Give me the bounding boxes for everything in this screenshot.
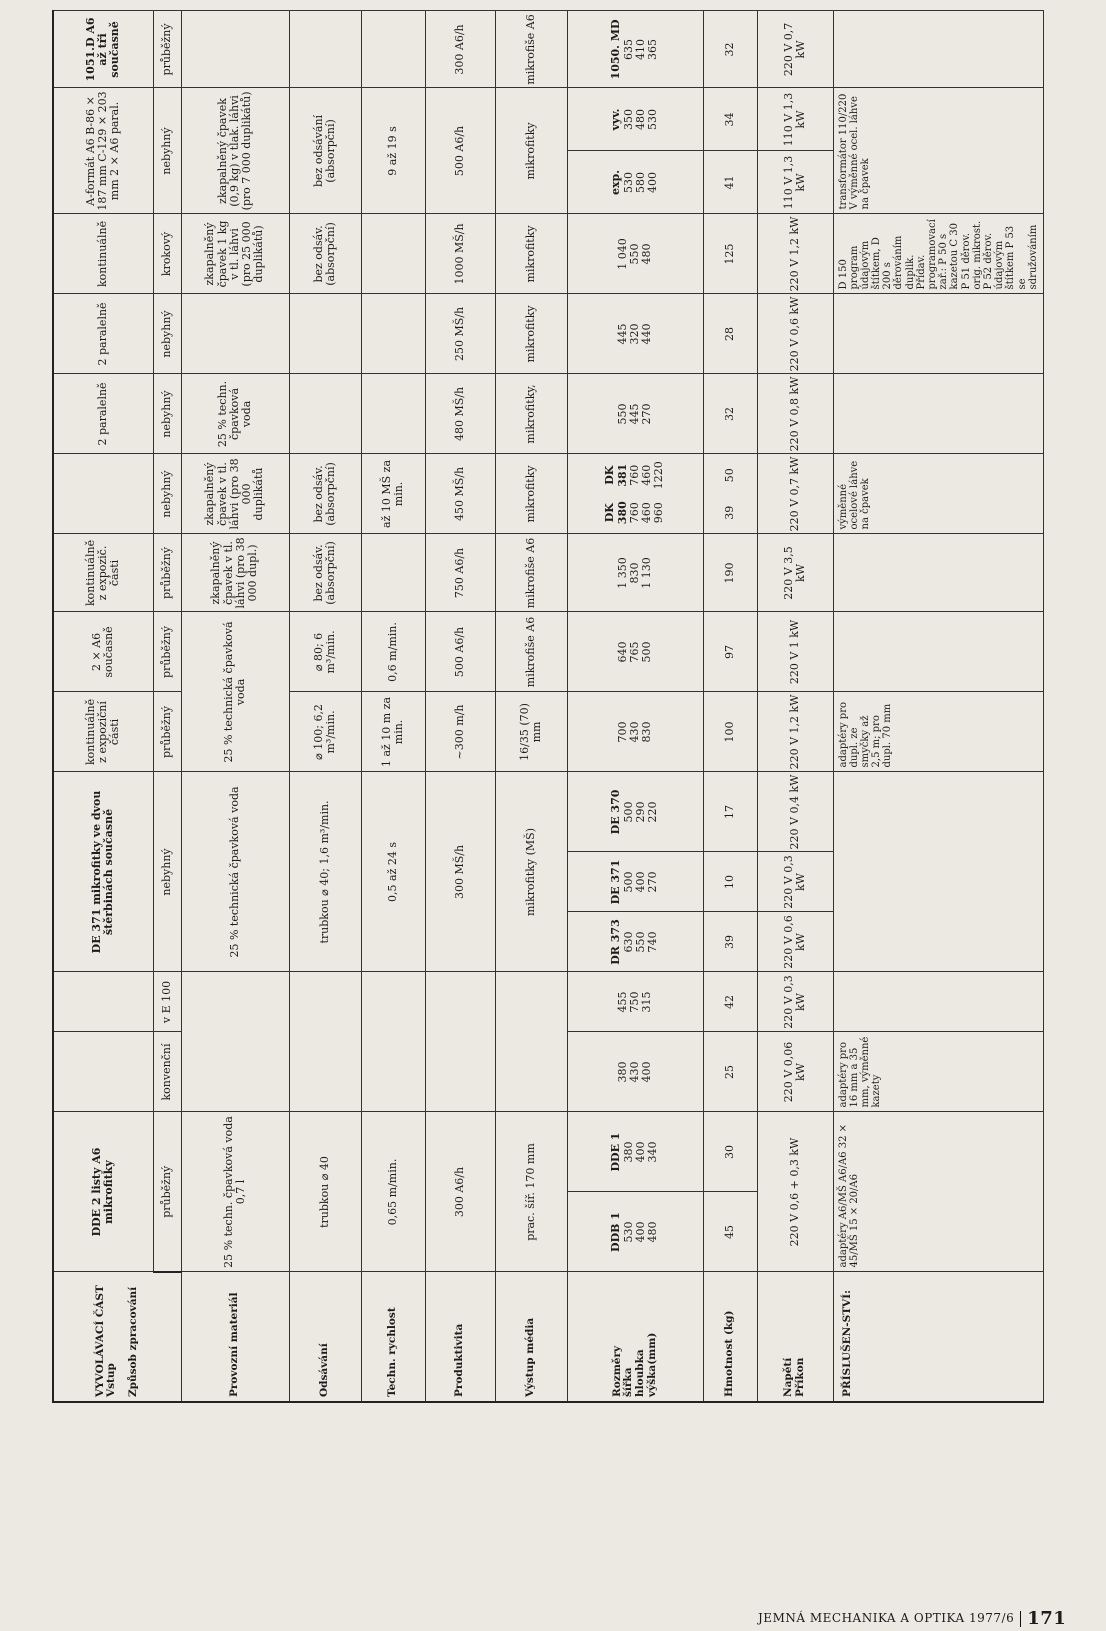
c8-dima-name: DK 380	[603, 501, 629, 525]
c13-prislusenstvi	[833, 11, 1043, 88]
c3-prislusenstvi	[833, 972, 1043, 1032]
c1-dim-a	[567, 1192, 703, 1272]
c3-vstup	[53, 972, 153, 1032]
c6-hmotnost: 97	[703, 612, 757, 692]
c2-prislusenstvi: adaptéry pro 16 mm a 35 mm, výměnné kazety	[833, 1032, 1043, 1112]
c1-vstup: DDE 2 listy A6 mikrofitky	[53, 1112, 153, 1272]
c10-dims: 445 320 440	[567, 294, 703, 374]
row-hmotnost	[703, 11, 757, 1402]
c12-produktivita: 500 A6/h	[425, 88, 495, 214]
c6-dims: 640 765 500	[567, 612, 703, 692]
label-rozmery	[567, 1272, 703, 1402]
page-footer	[758, 1608, 1066, 1629]
c4-zpusob: nebyhný	[153, 772, 181, 972]
c12-odsavani: bez odsávání (absorpční)	[289, 88, 361, 214]
c8-dim-b	[604, 456, 666, 494]
c6-prislusenstvi	[833, 612, 1043, 692]
c4-hmot-b: 10	[703, 852, 757, 912]
c2-vstup	[53, 1032, 153, 1112]
c13-material	[181, 11, 289, 88]
c1-hmot-a: 45	[703, 1192, 757, 1272]
row-material	[181, 11, 289, 1402]
c9-prislusenstvi	[833, 374, 1043, 454]
c1-vystup: prac. šíř. 170 mm	[495, 1112, 567, 1272]
c3-napeti: 220 V 0,3 kW	[757, 972, 833, 1032]
c4-produktivita: 300 MŠ/h	[425, 772, 495, 972]
c3-zpusob: v E 100	[153, 972, 181, 1032]
c2-napeti: 220 V 0,06 kW	[757, 1032, 833, 1112]
c7-produktivita: 750 A6/h	[425, 534, 495, 612]
c13-produktivita: 300 A6/h	[425, 11, 495, 88]
c1-napeti: 220 V 0,6 + 0,3 kW	[757, 1112, 833, 1272]
c4-dimb-name: DE 371	[609, 859, 623, 905]
footer-divider	[1020, 1611, 1021, 1627]
c13-dima-name: 1050. MD	[609, 19, 623, 80]
row-rozmery	[567, 11, 703, 1402]
c8-rychlost: až 10 MŠ za min.	[361, 454, 425, 534]
c12-vstup: A-formát A6 B-86 × 187 mm C-129 × 203 mm 2 × A6 paral.	[53, 88, 153, 214]
label-rychlost: Techn. rychlost	[361, 1272, 425, 1402]
page-number: 171	[1027, 1608, 1067, 1629]
c13-vstup: 1051.D A6 až tři současně	[53, 11, 153, 88]
c6-vystup: mikrofiše A6	[495, 612, 567, 692]
c11-napeti: 220 V 1,2 kW	[757, 214, 833, 294]
label-rozmery3: hloubka	[634, 1349, 646, 1397]
c10-prislusenstvi	[833, 294, 1043, 374]
c11-vystup: mikrofitky	[495, 214, 567, 294]
c8-hmot-b: 50	[722, 468, 736, 483]
c7-dims: 1 350 830 1 130	[567, 534, 703, 612]
c5-hmotnost: 100	[703, 692, 757, 772]
c7-rychlost	[361, 534, 425, 612]
c4-hmot-a: 39	[703, 912, 757, 972]
c8-hmot-a: 39	[722, 505, 736, 520]
label-vystup: Výstup média	[495, 1272, 567, 1402]
c4-dima-vals: 630 550 740	[621, 931, 660, 953]
c5-produktivita: ~300 m/h	[425, 692, 495, 772]
label-head1: VYVOLÁVACÍ ČÁST	[93, 1285, 106, 1397]
c1-dim-b	[567, 1112, 703, 1192]
c10-hmotnost: 28	[703, 294, 757, 374]
c4-odsavani: trubkou ⌀ 40; 1,6 m³/min.	[289, 772, 361, 972]
c7-napeti: 220 V 3,5 kW	[757, 534, 833, 612]
c12-dima-name: exp.	[609, 169, 623, 196]
c10-rychlost	[361, 294, 425, 374]
c4-nap-b: 220 V 0,3 kW	[757, 852, 833, 912]
label-rozmery1: Rozměry	[610, 1345, 623, 1397]
c2-dims: 380 430 400	[567, 1032, 703, 1112]
c12-prislusenstvi: transformátor 110/220 V výměnné ocel. láhve na čpavek	[833, 88, 1043, 214]
c13-napeti: 220 V 0,7 kW	[757, 11, 833, 88]
c9-vystup: mikrofitky,	[495, 374, 567, 454]
c6-odsavani: ⌀ 80; 6 m³/min.	[289, 612, 361, 692]
c6-napeti: 220 V 1 kW	[757, 612, 833, 692]
c12-hmot-a: 41	[703, 151, 757, 214]
c1-hmot-b: 30	[703, 1112, 757, 1192]
c10-vstup: 2 paralelně	[53, 294, 153, 374]
c12-dim-a	[567, 151, 703, 214]
c12-material: zkapalněný čpavek (0,9 kg) v tlak. láhvi (pro 7 000 duplikátů)	[181, 88, 289, 214]
c9-zpusob: nebyhný	[153, 374, 181, 454]
c9-dims: 550 445 270	[567, 374, 703, 454]
c4-dimb-vals: 500 400 270	[621, 871, 660, 893]
c5-dims: 700 430 830	[567, 692, 703, 772]
c1-dima-name: DDB 1	[609, 1212, 623, 1252]
row-vstup	[53, 11, 153, 1402]
c9-rychlost	[361, 374, 425, 454]
c13-odsavani	[289, 11, 361, 88]
c11-zpusob: krokový	[153, 214, 181, 294]
c13-dims: 635 410 365	[621, 38, 660, 60]
c7-material: zkapalněný čpavek v tl. láhvi (pro 38 000 dupl.)	[181, 534, 289, 612]
c7-vstup: kontinuálně z expozič. části	[53, 534, 153, 612]
c10-odsavani	[289, 294, 361, 374]
c2-hmotnost: 25	[703, 1032, 757, 1112]
c4-vystup: mikrofitky (MŠ)	[495, 772, 567, 972]
c6-rychlost: 0,6 m/min.	[361, 612, 425, 692]
label-head	[53, 1272, 181, 1402]
c12-rychlost: 9 až 19 s	[361, 88, 425, 214]
comparison-table	[52, 14, 1039, 1403]
c10-napeti: 220 V 0,6 kW	[757, 294, 833, 374]
c1-material: 25 % techn. čpavková voda 0,7 l	[181, 1112, 289, 1272]
c11-rychlost	[361, 214, 425, 294]
c12-zpusob: nebyhný	[153, 88, 181, 214]
c12-nap-b: 110 V 1,3 kW	[757, 88, 833, 151]
c1-dimb-name: DDE 1	[609, 1132, 623, 1172]
c10-material	[181, 294, 289, 374]
label-material: Provozní materiál	[181, 1272, 289, 1402]
c8-vstup	[53, 454, 153, 534]
c5-vystup: 16/35 (70) mm	[495, 692, 567, 772]
c6-zpusob: průběžný	[153, 612, 181, 692]
c4-hmot-c: 17	[703, 772, 757, 852]
c8-dimb-name: DK 381	[603, 463, 629, 487]
c4-nap-c: 220 V 0,4 kW	[757, 772, 833, 852]
c2-c3-odsavani	[289, 972, 361, 1112]
c2-c3-material	[181, 972, 289, 1112]
c9-odsavani	[289, 374, 361, 454]
c7-vystup: mikrofiše A6	[495, 534, 567, 612]
label-odsavani: Odsávání	[289, 1272, 361, 1402]
c9-material: 25 % techn. čpavková voda	[181, 374, 289, 454]
c4-dim-c	[567, 772, 703, 852]
c13-hmotnost: 32	[703, 11, 757, 88]
c6-vstup: 2 × A6 současně	[53, 612, 153, 692]
c10-produktivita: 250 MŠ/h	[425, 294, 495, 374]
c9-produktivita: 480 MŠ/h	[425, 374, 495, 454]
label-napeti1: Napětí	[782, 1357, 795, 1397]
c4-material: 25 % technická čpavková voda	[181, 772, 289, 972]
c11-prislusenstvi: D 150 program údajovým štítkem, D 200 s děrováním duplik. Přídav. programovací zař.: P 50 s kazetou C 30 P 51 děrov. orig. mikrost. P 52 děrov. údajovým štítkem P 53 se sdružováním	[833, 214, 1043, 294]
c9-napeti: 220 V 0,8 kW	[757, 374, 833, 454]
c13-vystup: mikrofiše A6	[495, 11, 567, 88]
c13-dims-cell	[567, 11, 703, 88]
row-zpusob	[153, 11, 181, 1402]
c3-hmotnost: 42	[703, 972, 757, 1032]
c12-dima-vals: 530 580 400	[621, 171, 660, 193]
c5-rychlost: 1 až 10 m za min.	[361, 692, 425, 772]
c4-rychlost: 0,5 až 24 s	[361, 772, 425, 972]
c4-prislusenstvi	[833, 772, 1043, 972]
c9-hmotnost: 32	[703, 374, 757, 454]
c1-dimb-vals: 380 400 340	[621, 1141, 660, 1163]
c7-zpusob: průběžný	[153, 534, 181, 612]
c4-vstup: DE 371 mikrofitky ve dvou štěrbinách současně	[53, 772, 153, 972]
c4-dimc-vals: 500 290 220	[621, 801, 660, 823]
c4-dimc-name: DE 370	[609, 789, 623, 835]
c1-dima-vals: 530 400 480	[621, 1221, 660, 1243]
c12-hmot-b: 34	[703, 88, 757, 151]
c12-nap-a: 110 V 1,3 kW	[757, 151, 833, 214]
c1-prislusenstvi: adaptéry A6/MŠ A6/A6 32 × 45/MŠ 15 × 20/A6	[833, 1112, 1043, 1272]
c12-dim-b	[567, 88, 703, 151]
c5-c6-material: 25 % technická čpavková voda	[181, 612, 289, 772]
row-prislusenstvi	[833, 11, 1043, 1402]
c2-zpusob: konvenční	[153, 1032, 181, 1112]
label-hmotnost: Hmotnost (kg)	[703, 1272, 757, 1402]
c1-odsavani: trubkou ⌀ 40	[289, 1112, 361, 1272]
row-napeti	[757, 11, 833, 1402]
label-napeti2: Příkon	[794, 1357, 806, 1397]
c8-prislusenstvi: výměnné ocelové láhve na čpavek	[833, 454, 1043, 534]
c4-dim-b	[567, 852, 703, 912]
label-prislusenstvi: PŘÍSLUŠEN-STVÍ:	[833, 1272, 1043, 1402]
c10-zpusob: nebyhný	[153, 294, 181, 374]
c9-vstup: 2 paralelně	[53, 374, 153, 454]
c1-zpusob: průběžný	[153, 1112, 181, 1272]
c2-c3-rychlost	[361, 972, 425, 1112]
row-vystup	[495, 11, 567, 1402]
c8-zpusob: nebyhný	[153, 454, 181, 534]
c4-dima-name: DR 373	[609, 919, 623, 965]
c5-odsavani: ⌀ 100; 6,2 m³/min.	[289, 692, 361, 772]
c8-napeti: 220 V 0,7 kW	[757, 454, 833, 534]
c7-odsavani: bez odsáv. (absorpční)	[289, 534, 361, 612]
c12-dimb-name: vyv.	[609, 108, 623, 131]
label-napeti	[757, 1272, 833, 1402]
c11-material: zkapalněný čpavek 1 kg v tl. láhvi (pro 25 000 duplikátů)	[181, 214, 289, 294]
c8-hmotnost	[703, 454, 757, 534]
c7-prislusenstvi	[833, 534, 1043, 612]
c4-nap-a: 220 V 0,6 kW	[757, 912, 833, 972]
c8-material: zkapalněný čpavek v tl. láhvi (pro 38 000 duplikátů	[181, 454, 289, 534]
c8-dims	[567, 454, 703, 534]
c11-odsavani: bez odsáv. (absorpční)	[289, 214, 361, 294]
c13-rychlost	[361, 11, 425, 88]
row-produktivita	[425, 11, 495, 1402]
c8-dimb-vals: 760 460 1220	[627, 461, 666, 490]
c11-vstup: kontinuálně	[53, 214, 153, 294]
c5-prislusenstvi: adaptéry pro dupl. ze smyčky až 2,5 m; pro dupl. 70 mm	[833, 692, 1043, 772]
row-odsavani	[289, 11, 361, 1402]
c3-dims: 455 750 315	[567, 972, 703, 1032]
c5-zpusob: průběžný	[153, 692, 181, 772]
c1-rychlost: 0,65 m/min.	[361, 1112, 425, 1272]
journal-name: JEMNÁ MECHANIKA A OPTIKA 1977/6	[758, 1611, 1015, 1625]
c8-odsavani: bez odsáv. (absorpční)	[289, 454, 361, 534]
c10-vystup: mikrofitky	[495, 294, 567, 374]
label-rozmery4: výška(mm)	[645, 1332, 658, 1397]
c4-dim-a	[567, 912, 703, 972]
c8-produktivita: 450 MŠ/h	[425, 454, 495, 534]
label-head3: Způsob zpracování	[127, 1286, 140, 1397]
c11-hmotnost: 125	[703, 214, 757, 294]
label-rozmery2: šířka	[622, 1367, 635, 1397]
row-rychlost	[361, 11, 425, 1402]
c5-napeti: 220 V 1,2 kW	[757, 692, 833, 772]
c2-c3-vystup	[495, 972, 567, 1112]
label-produktivita: Produktivita	[425, 1272, 495, 1402]
c5-vstup: kontinuálně z expoziční části	[53, 692, 153, 772]
c1-produktivita: 300 A6/h	[425, 1112, 495, 1272]
c8-dim-a	[604, 494, 666, 532]
c8-vystup: mikrofitky	[495, 454, 567, 534]
c12-vystup: mikrofitky	[495, 88, 567, 214]
c8-dima-vals: 760 460 960	[627, 502, 666, 524]
c11-produktivita: 1000 MŠ/h	[425, 214, 495, 294]
c2-c3-produktivita	[425, 972, 495, 1112]
c13-zpusob: průběžný	[153, 11, 181, 88]
label-head2: Vstup	[105, 1363, 118, 1397]
c6-produktivita: 500 A6/h	[425, 612, 495, 692]
c12-dimb-vals: 350 480 530	[621, 108, 660, 130]
c7-hmotnost: 190	[703, 534, 757, 612]
c11-dims: 1 040 550 480	[567, 214, 703, 294]
